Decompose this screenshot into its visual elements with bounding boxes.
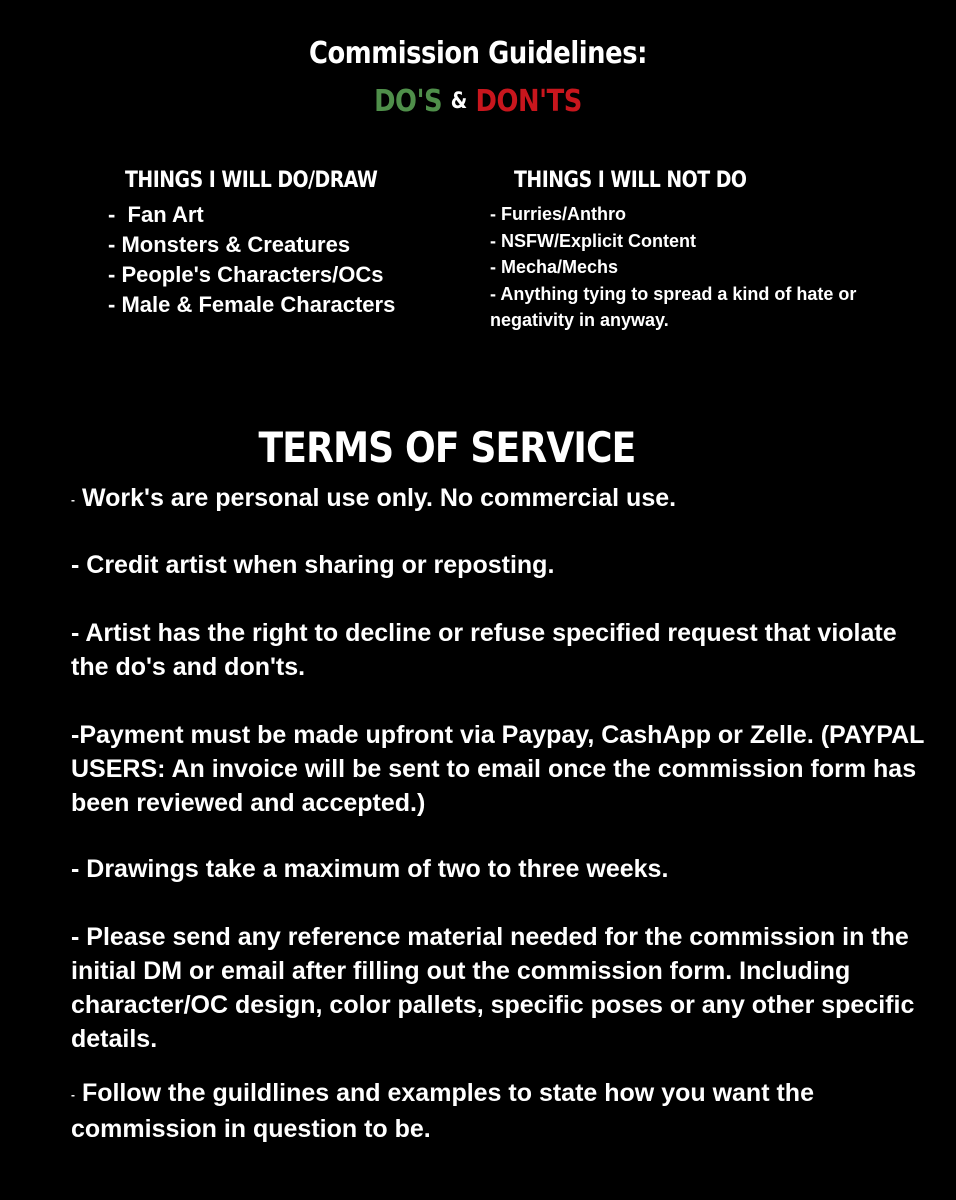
will-not-do-heading: THINGS I WILL NOT DO [514,168,747,193]
tos-item-dash: - [71,1088,75,1102]
will-do-heading: THINGS I WILL DO/DRAW [125,168,378,193]
list-item: - Mecha/Mechs [490,257,619,277]
list-item: - Anything tying to spread a kind of hate or negativity in anyway. [490,283,857,330]
list-item: - Furries/Anthro [490,204,627,224]
dos-label: DO'S [374,84,443,119]
tos-item: - Artist has the right to decline or refuse specified request that violate the do's and don'ts. [71,619,897,681]
will-do-list [108,200,395,320]
tos-heading: TERMS OF SERVICE [258,423,636,472]
list-item: - People's Characters/OCs [108,262,384,287]
tos-item: - Drawings take a maximum of two to three weeks. [71,855,669,883]
list-item: - Fan Art [108,202,204,227]
list-item: - Male & Female Characters [108,292,396,317]
tos-item [71,1076,941,1146]
ampersand: & [450,89,467,114]
list-item: - NSFW/Explicit Content [490,230,696,251]
dos-donts-subtitle [67,78,889,126]
tos-item-text: Follow the guildlines and examples to state how you want the commission in question to be. [71,1079,821,1143]
tos-item [71,481,941,517]
tos-item: -Payment must be made upfront via Paypay, CashApp or Zelle. (PAYPAL USERS: An invoice will be sent to email once the commission form has been reviewed and accepted.) [71,721,924,817]
list-item: - Monsters & Creatures [108,232,351,257]
will-not-do-list [490,201,930,334]
tos-item: - Credit artist when sharing or reposting. [71,551,555,579]
donts-label: DON'TS [475,84,582,119]
tos-item: - Please send any reference material needed for the commission in the initial DM or email after filling out the commission form. Including character/OC design, color pallets, specific poses or any other specific details. [71,923,915,1053]
page-title: Commission Guidelines: [308,36,648,71]
tos-item-text: Work's are personal use only. No commercial use. [75,484,677,512]
tos-item-dash: - [71,493,75,507]
